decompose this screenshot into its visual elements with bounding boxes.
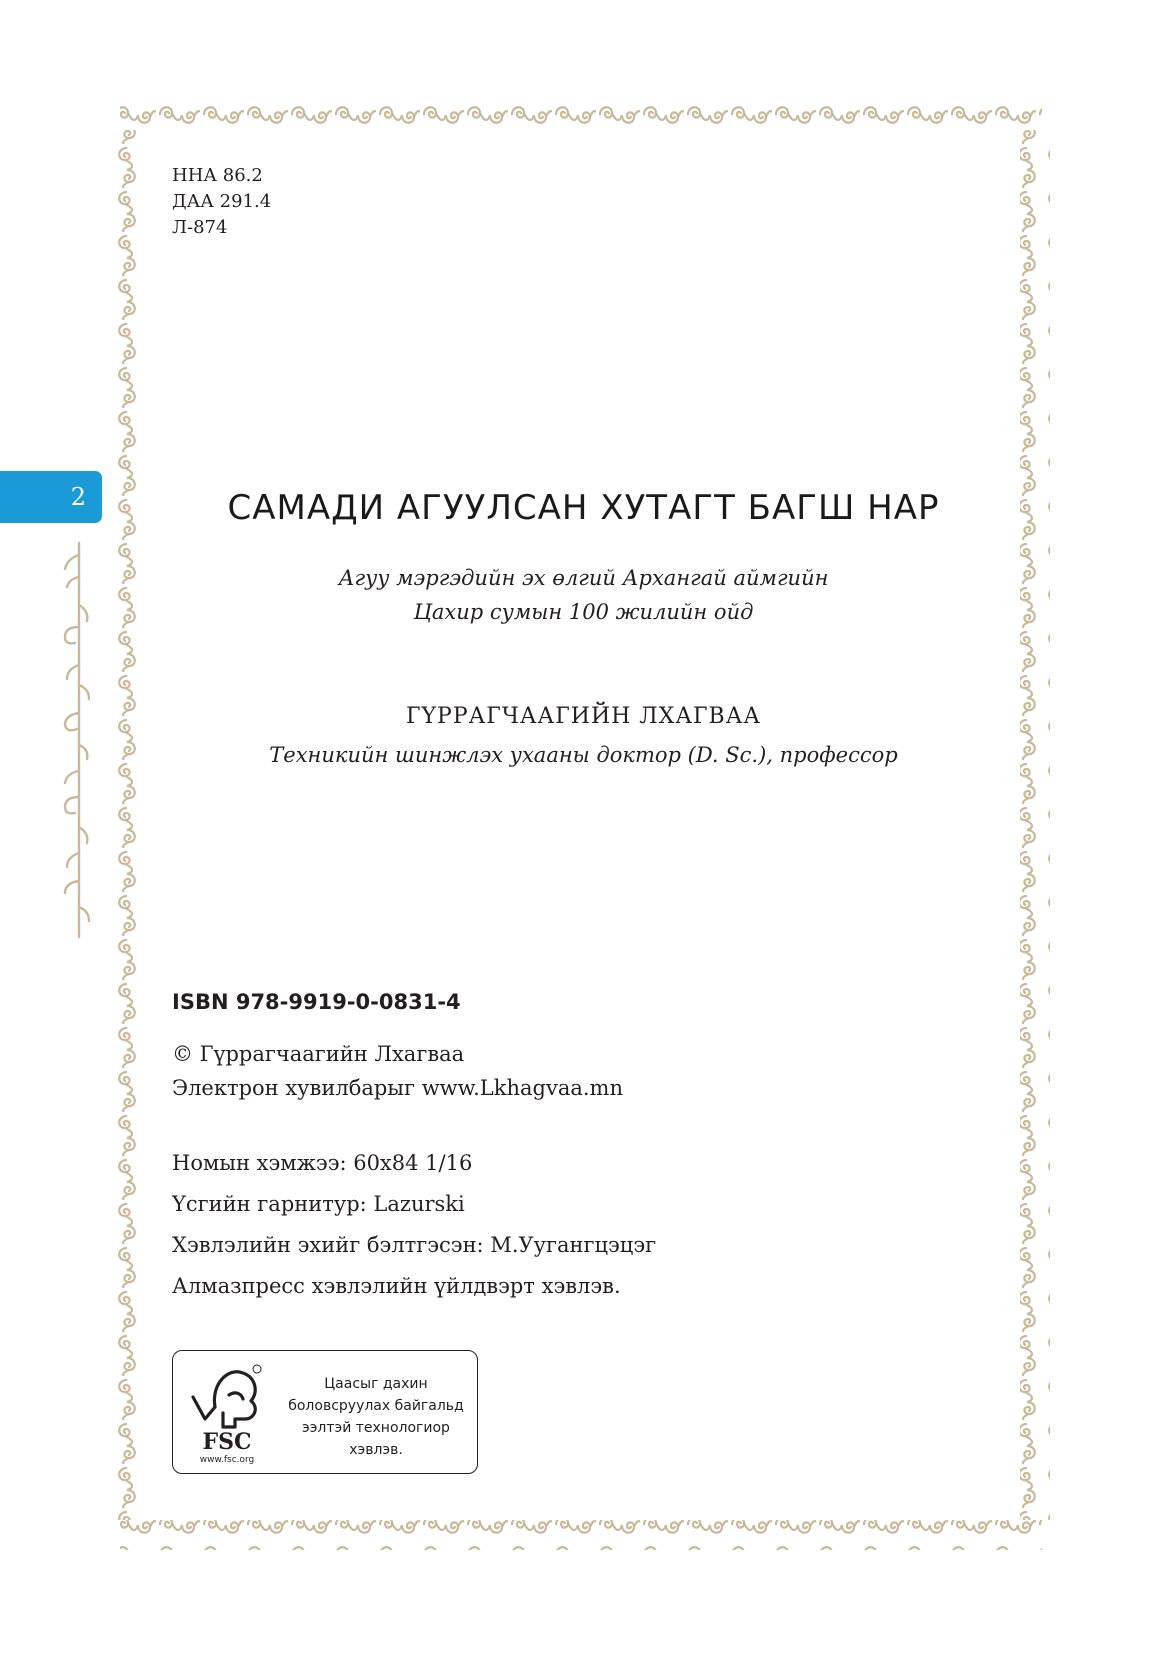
printer: Алмазпресс хэвлэлийн үйлдвэрт хэвлэв. xyxy=(172,1274,621,1298)
prepress: Хэвлэлийн эхийг бэлтгэсэн: М.Уугангцэцэг xyxy=(172,1233,657,1257)
fsc-statement xyxy=(281,1373,471,1461)
page-number: 2 xyxy=(70,483,86,511)
author-name: ГҮРРАГЧААГИЙН ЛХАГВАА xyxy=(405,704,762,729)
isbn: ISBN 978-9919-0-0831-4 xyxy=(172,990,461,1014)
book-title: САМАДИ АГУУЛСАН ХУТАГТ БАГШ НАР xyxy=(227,488,940,528)
fsc-line: хэвлэв. xyxy=(349,1442,403,1458)
fsc-line: боловсруулах байгальд xyxy=(288,1398,464,1414)
electronic-version-line: Электрон хувилбарыг www.Lkhagvaa.mn xyxy=(172,1076,623,1100)
author-role: Техникийн шинжлэх ухааны доктор (D. Sc.), профессор xyxy=(269,743,898,767)
fsc-tree-logo-icon xyxy=(185,1361,269,1465)
ornamental-border xyxy=(112,100,1050,1550)
classification-codes xyxy=(172,163,271,241)
fsc-line: ээлтэй технологиор xyxy=(302,1420,450,1436)
fsc-certification-box xyxy=(172,1350,478,1474)
fsc-url: www.fsc.org xyxy=(199,1455,255,1465)
copyright-line: © Гүррагчаагийн Лхагваа xyxy=(172,1042,465,1066)
print-details xyxy=(172,1143,656,1307)
fsc-logo-text: FSC xyxy=(202,1429,252,1455)
subtitle-line: Цахир сумын 100 жилийн ойд xyxy=(413,600,754,624)
copyright-block xyxy=(172,1037,623,1105)
subtitle-line: Агуу мэргэдийн эх өлгий Архангай аймгийн xyxy=(338,566,829,590)
fsc-line: Цаасыг дахин xyxy=(324,1376,428,1392)
book-subtitle xyxy=(0,561,1167,629)
author-mark: Л-874 xyxy=(172,217,228,238)
bbk-code: ДАА 291.4 xyxy=(172,191,272,212)
typeface: Үсгийн гарнитур: Lazurski xyxy=(172,1192,465,1216)
book-size: Номын хэмжээ: 60х84 1/16 xyxy=(172,1151,473,1175)
udc-code: ННА 86.2 xyxy=(172,165,263,186)
